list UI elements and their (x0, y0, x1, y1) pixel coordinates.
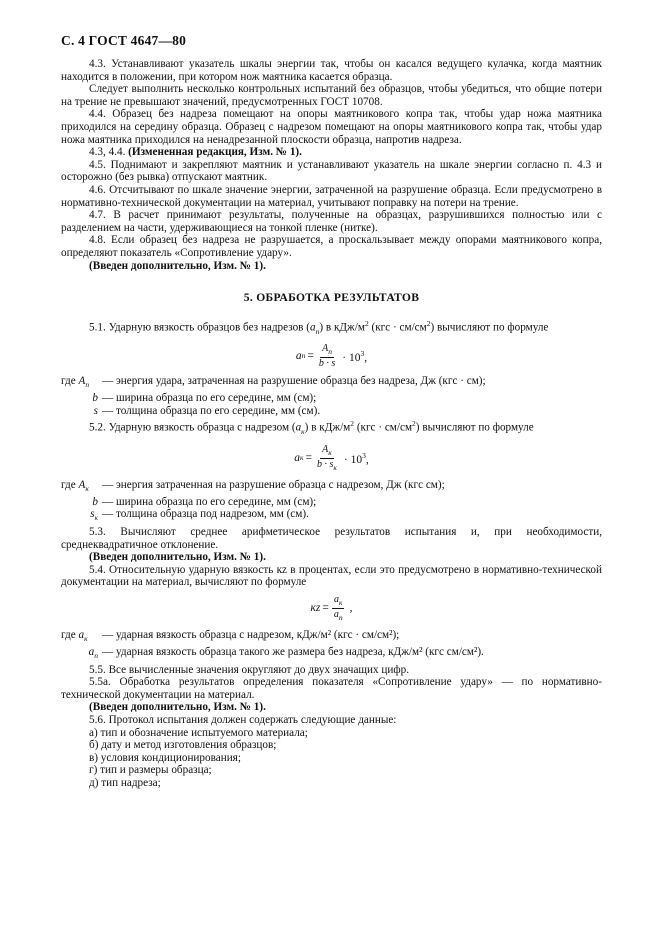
list-item: г) тип и размеры образца; (89, 764, 212, 777)
paragraph-4-6: 4.6. Отсчитывают по шкале значение энергии, затраченной на разрушение образца. Если предусмотрено в нормативно-технической документации на материал, учитывают поправку на потери на трение. (61, 183, 602, 209)
definition-row: $a_n$ — ударная вязкость образца такого же размера без надреза, кДж/м² (кгс см/см²). (88, 645, 484, 661)
list-item: д) тип надреза; (89, 777, 161, 790)
paragraph-4-4: 4.4. Образец без надреза помещают на опоры маятникового копра так, чтобы удар ножа маятника приходился на середину образца. Образец с надрезом помещают на опоры маятникового копра так, чтобы удар ножа маятника приходился на ненадрезанной плоскости образца, напротив надреза. (61, 108, 602, 146)
paragraph-4-3: 4.3. Устанавливают указатель шкалы энергии так, чтобы он касался ведущего кулачка, когда маятник находится в положении, при котором нож маятника касается образца. (61, 58, 602, 83)
paragraph-5-3: 5.3. Вычисляют среднее арифметическое результатов испытания и, при необходимости, среднеквадратичное отклонение. (61, 526, 602, 551)
paragraph-4-8: 4.8. Если образец без надреза не разрушается, а проскальзывает между опорами маятникового копра, определяют показатель «Сопротивление удару». (61, 234, 602, 259)
amendment-text: (Измененная редакция, Изм. № 1). (128, 146, 302, 159)
formula-impact-notched: a к = $\frac{A_к}{b \cdot s_к}$ · $10^3$, (294, 443, 369, 472)
list-item: в) условия кондиционирования; (89, 751, 241, 764)
definition-row: b — ширина образца по его середине, мм (см); (92, 392, 317, 405)
definition-row: где $A_к$ — энергия затраченная на разрушение образца с надрезом, Дж (кгс см); (61, 478, 445, 494)
paragraph-5-1: 5.1. Ударную вязкость образцов без надрезов $(a_n)$ в кДж/$м^2$ $(кгс \cdot см/см^2)$ вычисляют по формуле (89, 318, 549, 336)
paragraph-4-5: 4.5. Поднимают и закрепляют маятник и устанавливают указатель на шкале энергии согласно п. 4.3 и осторожно (без рывка) отпускают маятник. (61, 158, 602, 184)
paragraph-4-7: 4.7. В расчет принимают результаты, полученные на образцах, разрушившихся полностью или с разделением на части, удерживающиеся на тонкой пленке (нитке). (61, 209, 602, 234)
amendment-ref: 4.3, 4.4. (89, 146, 129, 159)
page-header: С. 4 ГОСТ 4647—80 (61, 33, 187, 48)
amendment-note-3: (Введен дополнительно, Изм. № 1). (89, 701, 266, 714)
definitions-5-1 (61, 375, 602, 417)
amendment-note-2: (Введен дополнительно, Изм. № 1). (89, 551, 266, 564)
paragraph-5-5: 5.5. Все вычисленные значения округляют до двух значащих цифр. (89, 663, 410, 676)
document-body (61, 58, 602, 790)
amendment-note-4-3-4-4 (61, 146, 602, 159)
amendment-note-1: (Введен дополнительно, Изм. № 1). (89, 259, 266, 272)
definition-row: где $a_к$ — ударная вязкость образца с надрезом, кДж/м² (кгс · см/см²); (61, 629, 400, 644)
formula-impact-unnotched: a n = $\frac{A_n}{b \cdot s}$ · $10^3$, (295, 343, 368, 370)
definitions-5-2 (61, 479, 602, 525)
definition-row: s — толщина образца по его середине, мм (см). (93, 404, 321, 417)
definitions-5-4 (61, 629, 602, 663)
paragraph-5-5a: 5.5а. Обработка результатов определения показателя «Сопротивление удару» — по нормативно-технической документации на материал. (61, 676, 602, 701)
definition-row: где $A_n$ — энергия удара, затраченная на разрушение образца без надреза, Дж (кгс · см); (61, 375, 486, 390)
paragraph-5-2: 5.2. Ударную вязкость образца с надрезом $(a_к)$ в кДж/$м^2$ $(кгс \cdot см/см^2)$ вычисляют по формуле (89, 419, 534, 437)
definition-row: b — ширина образца по его середине, мм (см); (92, 495, 317, 508)
formula-relative-impact: кz = $\frac{a_к}{a_n}$ , (310, 594, 353, 623)
definition-row: $s_к$ — толщина образца под надрезом, мм (см). (90, 508, 309, 523)
paragraph-5-4: 5.4. Относительную ударную вязкость кz в процентах, если это предусмотрено в нормативно-технической документации на материал, вычисляют по формуле (61, 563, 602, 589)
paragraph-friction-check: Следует выполнить несколько контрольных испытаний без образцов, чтобы убедиться, что общие потери на трение не превышают значений, предусмотренных ГОСТ 10708. (61, 83, 602, 108)
section-title: 5. ОБРАБОТКА РЕЗУЛЬТАТОВ (243, 291, 420, 305)
paragraph-5-6: 5.6. Протокол испытания должен содержать следующие данные: (89, 714, 397, 727)
list-item: б) дату и метод изготовления образцов; (89, 739, 277, 752)
protocol-list (61, 727, 602, 790)
list-item: а) тип и обозначение испытуемого материала; (89, 726, 308, 739)
